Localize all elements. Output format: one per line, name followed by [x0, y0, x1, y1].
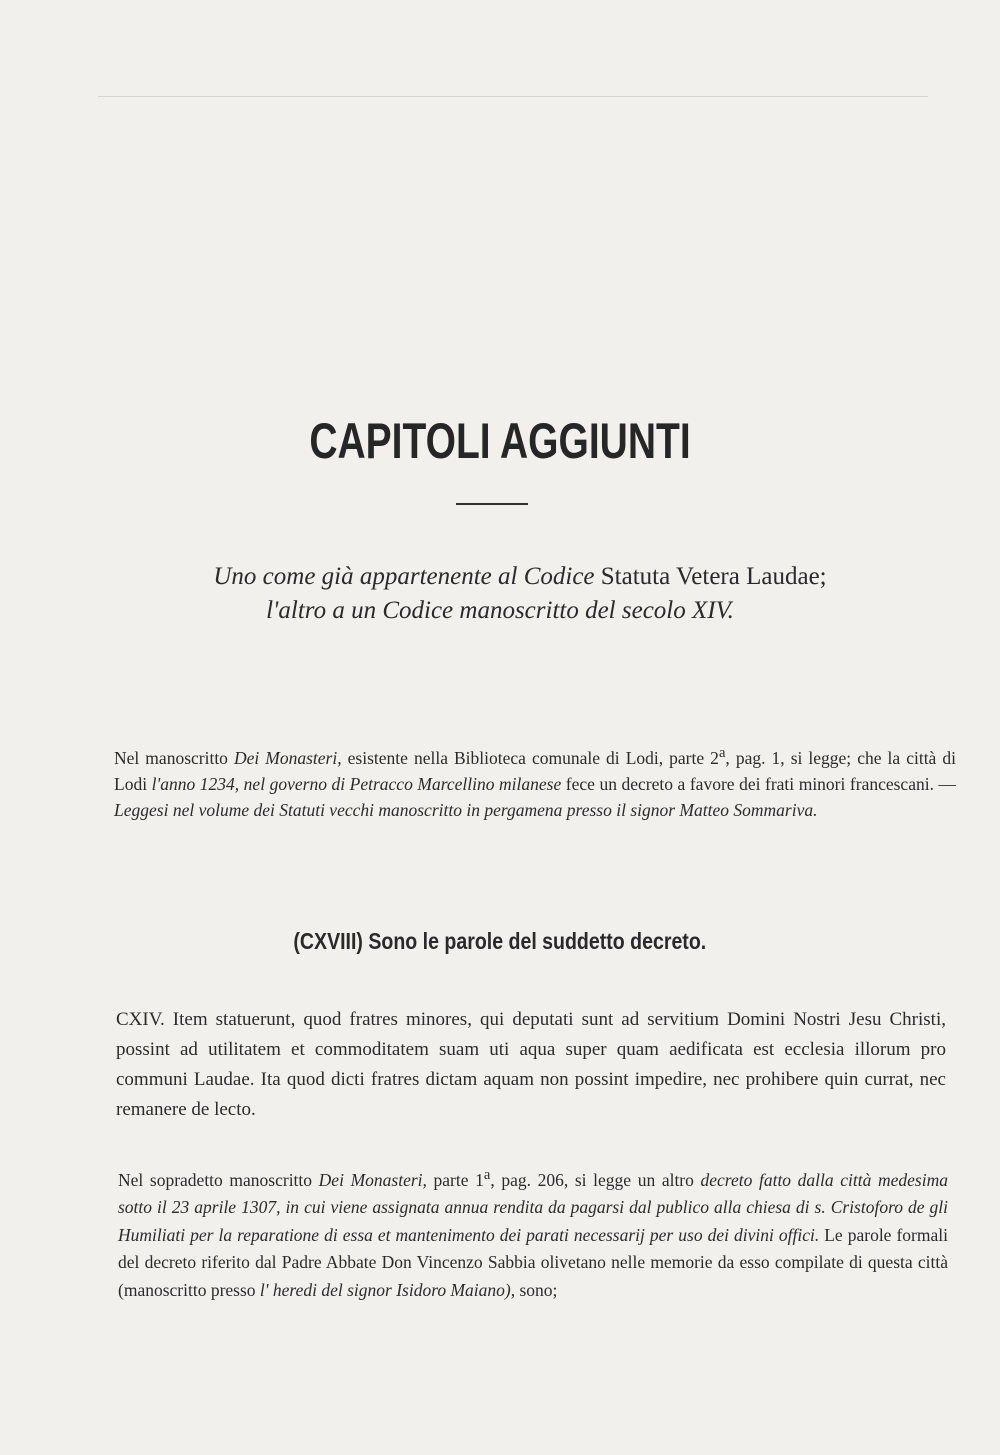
intro-paragraph	[76, 740, 956, 823]
intro-italic-1: Dei Monasteri,	[233, 747, 342, 768]
closing-italic-2: decreto fatto dalla città medesima sotto il 23 aprile 1307, in cui viene assignata annua rendita da pagarsi dal publico alla chiesa di s. Cristoforo de gli Humiliati per la reparatione di essa et mantenimento dei parati necessarij per uso dei divini offici.	[118, 1169, 948, 1245]
subtitle-codex-name: Statuta Vetera Laudae	[600, 563, 820, 590]
closing-italic-3: l' heredi del signor Isidoro Maiano),	[259, 1279, 516, 1300]
section-heading-text: (CXVIII) Sono le parole del suddetto decreto.	[293, 928, 707, 954]
closing-text-1: Nel sopradetto manoscritto	[118, 1169, 319, 1190]
intro-italic-3: Leggesi nel volume dei Statuti vecchi manoscritto in pergamena presso il signor Matteo Sommariva.	[114, 799, 818, 820]
intro-text-2: esistente nella Biblioteca comunale di Lodi, parte 2	[341, 747, 719, 768]
subtitle-italic-part: Uno come già appartenente al Codice	[213, 563, 595, 590]
header-rule	[98, 96, 928, 97]
closing-text-2: parte 1	[426, 1169, 484, 1190]
closing-text-3: , pag. 206, si legge un altro	[490, 1169, 701, 1190]
decree-paragraph: CXIV. Item statuerunt, quod fratres minores, qui deputati sunt ad servitium Domini Nostri Jesu Christi, possint ad utilitatem et commoditatem suam uti aqua super quam aedificata est ecclesia illorum pro communi Laudae. Ita quod dicti fratres dictam aquam non possint impedire, nec prohibere quin currat, nec remanere de lecto.	[116, 1009, 946, 1120]
subtitle-line-1	[0, 560, 1000, 594]
intro-text-3: , pag. 1, si legge; che la città di Lodi	[114, 747, 956, 794]
page-title: CAPITOLI AGGIUNTI	[309, 413, 691, 469]
closing-text-5: sono;	[515, 1279, 558, 1300]
section-heading	[0, 928, 1000, 955]
title-divider	[456, 503, 528, 505]
intro-text-1: Nel manoscritto	[114, 747, 234, 768]
subtitle-line-2	[0, 594, 1000, 628]
intro-text-4: fece un decreto a favore dei frati minori francescani. —	[561, 773, 957, 794]
intro-superscript: a	[718, 745, 726, 761]
closing-superscript: a	[483, 1167, 491, 1183]
closing-text-4: Le parole formali del decreto riferito dal Padre Abbate Don Vincenzo Sabbia olivetano nelle memorie da esso compilate di questa città (manoscritto presso	[118, 1224, 948, 1300]
subtitle-line-2-text: l'altro a un Codice manoscritto del secolo XIV.	[266, 597, 734, 624]
closing-paragraph	[80, 1162, 948, 1304]
closing-italic-1: Dei Monasteri,	[318, 1169, 427, 1190]
subtitle-semicolon: ;	[819, 563, 827, 590]
intro-italic-2: l'anno 1234, nel governo di Petracco Marcellino milanese	[151, 773, 562, 794]
